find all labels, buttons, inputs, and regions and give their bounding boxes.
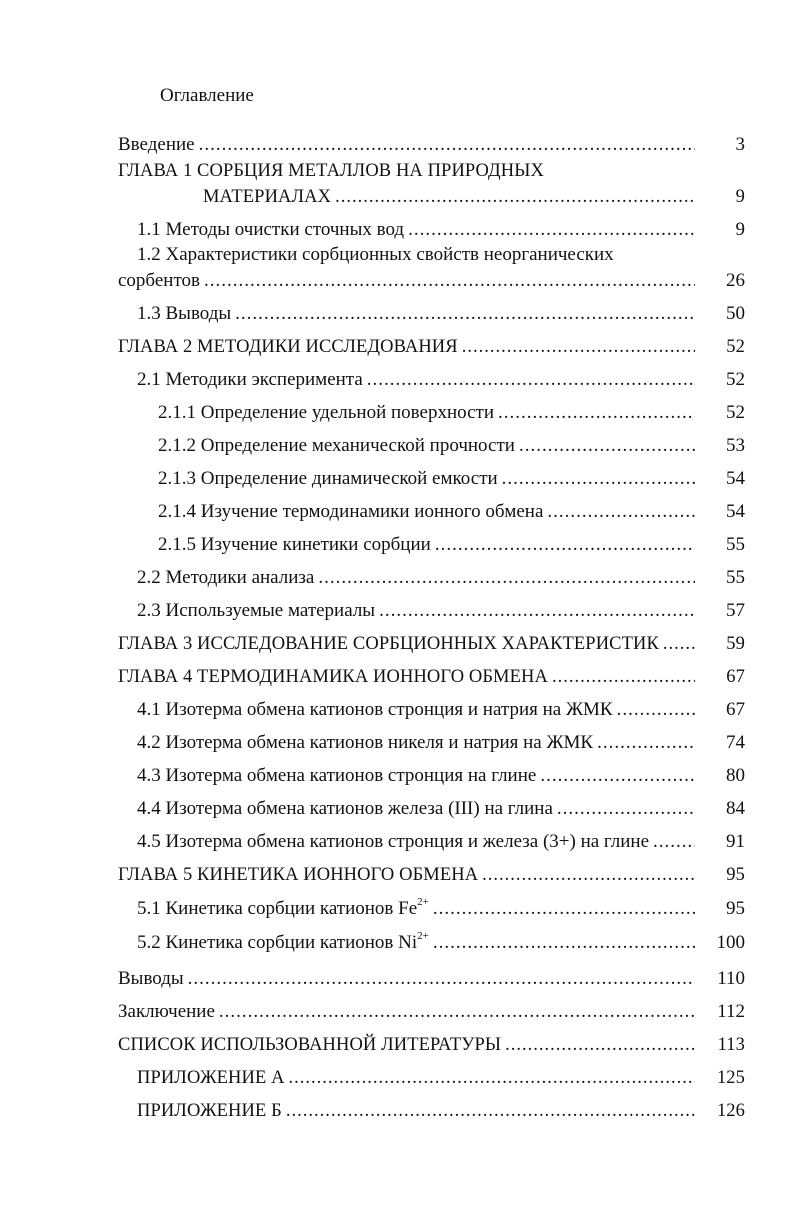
toc-entry-page: 57 bbox=[726, 600, 745, 621]
toc-entry-label: 2.1.5 Изучение кинетики сорбции bbox=[158, 534, 431, 555]
toc-entry-chapter-3 bbox=[0, 627, 797, 657]
leader-dots bbox=[408, 217, 695, 243]
toc-entry-label: 4.3 Изотерма обмена катионов стронция на глине bbox=[137, 765, 537, 786]
toc-entry-label: 2.1.1 Определение удельной поверхности bbox=[158, 402, 494, 423]
leader-dots bbox=[335, 184, 695, 210]
toc-entry-1-3 bbox=[0, 297, 797, 327]
toc-entry-label: ГЛАВА 4 ТЕРМОДИНАМИКА ИОННОГО ОБМЕНА bbox=[118, 667, 548, 687]
toc-entry-label-line1: ГЛАВА 1 СОРБЦИЯ МЕТАЛЛОВ НА ПРИРОДНЫХ bbox=[118, 161, 544, 181]
leader-dots bbox=[653, 829, 695, 855]
toc-entry-2-1-3 bbox=[0, 462, 797, 492]
toc-entry-2-1-2 bbox=[0, 429, 797, 459]
toc-entry-page: 125 bbox=[716, 1068, 745, 1088]
toc-entry-label: Введение bbox=[118, 134, 195, 155]
leader-dots bbox=[318, 565, 695, 591]
toc-entry-page: 52 bbox=[726, 337, 745, 357]
toc-entry-4-3 bbox=[0, 759, 797, 789]
toc-entry-label: 4.2 Изотерма обмена катионов никеля и натрия на ЖМК bbox=[137, 732, 594, 753]
toc-entry-label: ГЛАВА 3 ИССЛЕДОВАНИЕ СОРБЦИОННЫХ ХАРАКТЕРИСТИК bbox=[118, 634, 659, 654]
toc-entry-page: 126 bbox=[716, 1101, 745, 1121]
toc-entry-label: 4.4 Изотерма обмена катионов железа (III) на глина bbox=[137, 798, 553, 819]
leader-dots bbox=[286, 1098, 695, 1124]
toc-entry-label: 5.2 Кинетика сорбции катионов $Ni^{2+}$ bbox=[137, 930, 429, 953]
leader-dots bbox=[557, 796, 695, 822]
leader-dots bbox=[552, 664, 695, 690]
toc-entry-label: сорбентов bbox=[118, 270, 200, 291]
toc-entry-5-1 bbox=[0, 892, 797, 922]
toc-entry-label: 1.1 Методы очистки сточных вод bbox=[137, 219, 405, 240]
toc-entry-label: Заключение bbox=[118, 1001, 215, 1022]
toc-entry-page: 67 bbox=[726, 667, 745, 687]
toc-entry-page: 52 bbox=[726, 369, 745, 390]
toc-entry-page: 113 bbox=[717, 1035, 745, 1055]
toc-entry-page: 112 bbox=[717, 1001, 745, 1022]
toc-entry-page: 9 bbox=[735, 187, 745, 207]
toc-entry-label: ГЛАВА 2 МЕТОДИКИ ИССЛЕДОВАНИЯ bbox=[118, 337, 458, 357]
toc-entry-page: 50 bbox=[726, 303, 745, 324]
toc-entry-page: 95 bbox=[726, 865, 745, 885]
toc-entry-page: 84 bbox=[726, 798, 745, 819]
toc-entry-page: 53 bbox=[726, 435, 745, 456]
leader-dots bbox=[502, 466, 695, 492]
toc-entry-5-2 bbox=[0, 926, 797, 956]
toc-entry-label: 1.3 Выводы bbox=[137, 303, 232, 324]
toc-entry-conclusions bbox=[0, 962, 797, 992]
toc-entry-label: 2.1.4 Изучение термодинамики ионного обмена bbox=[158, 501, 544, 522]
leader-dots bbox=[289, 1065, 695, 1091]
leader-dots bbox=[219, 999, 695, 1025]
toc-entry-label: 4.1 Изотерма обмена катионов стронция и натрия на ЖМК bbox=[137, 699, 613, 720]
leader-dots bbox=[597, 730, 695, 756]
toc-entry-appendix-a bbox=[0, 1061, 797, 1091]
toc-entry-label: МАТЕРИАЛАХ bbox=[203, 187, 332, 207]
leader-dots bbox=[367, 367, 695, 393]
toc-entry-label: 2.2 Методики анализа bbox=[137, 567, 315, 588]
leader-dots bbox=[433, 930, 695, 956]
leader-dots bbox=[482, 862, 695, 888]
toc-entry-page: 67 bbox=[726, 699, 745, 720]
leader-dots bbox=[617, 697, 695, 723]
leader-dots bbox=[433, 896, 695, 922]
toc-entry-4-4 bbox=[0, 792, 797, 822]
leader-dots bbox=[379, 598, 695, 624]
toc-entry-2-1 bbox=[0, 363, 797, 393]
leader-dots bbox=[498, 400, 695, 426]
toc-entry-introduction bbox=[0, 128, 797, 158]
toc-entry-page: 54 bbox=[726, 501, 745, 522]
charge-superscript: 2+ bbox=[417, 930, 429, 942]
toc-entry-page: 110 bbox=[717, 968, 745, 989]
toc-entry-2-3 bbox=[0, 594, 797, 624]
toc-entry-page: 9 bbox=[735, 219, 745, 240]
toc-entry-references bbox=[0, 1028, 797, 1058]
toc-entry-page: 59 bbox=[726, 634, 745, 654]
toc-entry-page: 26 bbox=[726, 270, 745, 291]
leader-dots bbox=[547, 499, 695, 525]
toc-entry-page: 3 bbox=[735, 134, 745, 155]
toc-entry-4-5 bbox=[0, 825, 797, 855]
leader-dots bbox=[540, 763, 695, 789]
toc-entry-4-2 bbox=[0, 726, 797, 756]
toc-entry-page: 80 bbox=[726, 765, 745, 786]
toc-entry-label: ГЛАВА 5 КИНЕТИКА ИОННОГО ОБМЕНА bbox=[118, 865, 479, 885]
toc-entry-label: 2.3 Используемые материалы bbox=[137, 600, 376, 621]
toc-entry-page: 91 bbox=[726, 831, 745, 852]
toc-entry-label: 2.1.3 Определение динамической емкости bbox=[158, 468, 498, 489]
toc-entry-page: 100 bbox=[716, 932, 745, 953]
toc-entry-label: 2.1.2 Определение механической прочности bbox=[158, 435, 515, 456]
toc-entry-label: Выводы bbox=[118, 968, 184, 989]
toc-entry-2-1-1 bbox=[0, 396, 797, 426]
toc-entry-2-1-5 bbox=[0, 528, 797, 558]
charge-superscript: 2+ bbox=[417, 896, 429, 908]
toc-entry-label: 4.5 Изотерма обмена катионов стронция и железа (3+) на глине bbox=[137, 831, 649, 852]
toc-entry-page: 52 bbox=[726, 402, 745, 423]
leader-dots bbox=[663, 631, 695, 657]
toc-entry-chapter-1 bbox=[0, 161, 797, 210]
toc-entry-1-2 bbox=[0, 244, 797, 294]
leader-dots bbox=[235, 301, 695, 327]
toc-entry-page: 54 bbox=[726, 468, 745, 489]
toc-entry-label: ПРИЛОЖЕНИЕ Б bbox=[137, 1101, 282, 1121]
toc-entry-page: 55 bbox=[726, 534, 745, 555]
page-title: Оглавление bbox=[160, 85, 254, 106]
toc-entry-page: 74 bbox=[726, 732, 745, 753]
leader-dots bbox=[462, 334, 695, 360]
leader-dots bbox=[188, 966, 695, 992]
toc-entry-1-1 bbox=[0, 213, 797, 243]
leader-dots bbox=[519, 433, 695, 459]
toc-entry-page: 55 bbox=[726, 567, 745, 588]
toc-entry-label: ПРИЛОЖЕНИЕ А bbox=[137, 1068, 285, 1088]
toc-entry-2-1-4 bbox=[0, 495, 797, 525]
toc-entry-page: 95 bbox=[726, 898, 745, 919]
toc-entry-chapter-5 bbox=[0, 858, 797, 888]
toc-entry-2-2 bbox=[0, 561, 797, 591]
toc-entry-label-line1: 1.2 Характеристики сорбционных свойств неорганических bbox=[137, 244, 614, 265]
toc-entry-label: 2.1 Методики эксперимента bbox=[137, 369, 363, 390]
toc-entry-summary bbox=[0, 995, 797, 1025]
leader-dots bbox=[204, 268, 695, 294]
leader-dots bbox=[199, 132, 695, 158]
toc-entry-label: 5.1 Кинетика сорбции катионов $Fe^{2+}$ bbox=[137, 896, 429, 919]
toc-entry-4-1 bbox=[0, 693, 797, 723]
toc-entry-chapter-2 bbox=[0, 330, 797, 360]
toc-entry-chapter-4 bbox=[0, 660, 797, 690]
leader-dots bbox=[505, 1032, 695, 1058]
leader-dots bbox=[435, 532, 695, 558]
toc-entry-label: СПИСОК ИСПОЛЬЗОВАННОЙ ЛИТЕРАТУРЫ bbox=[118, 1035, 502, 1055]
toc-entry-appendix-b bbox=[0, 1094, 797, 1124]
